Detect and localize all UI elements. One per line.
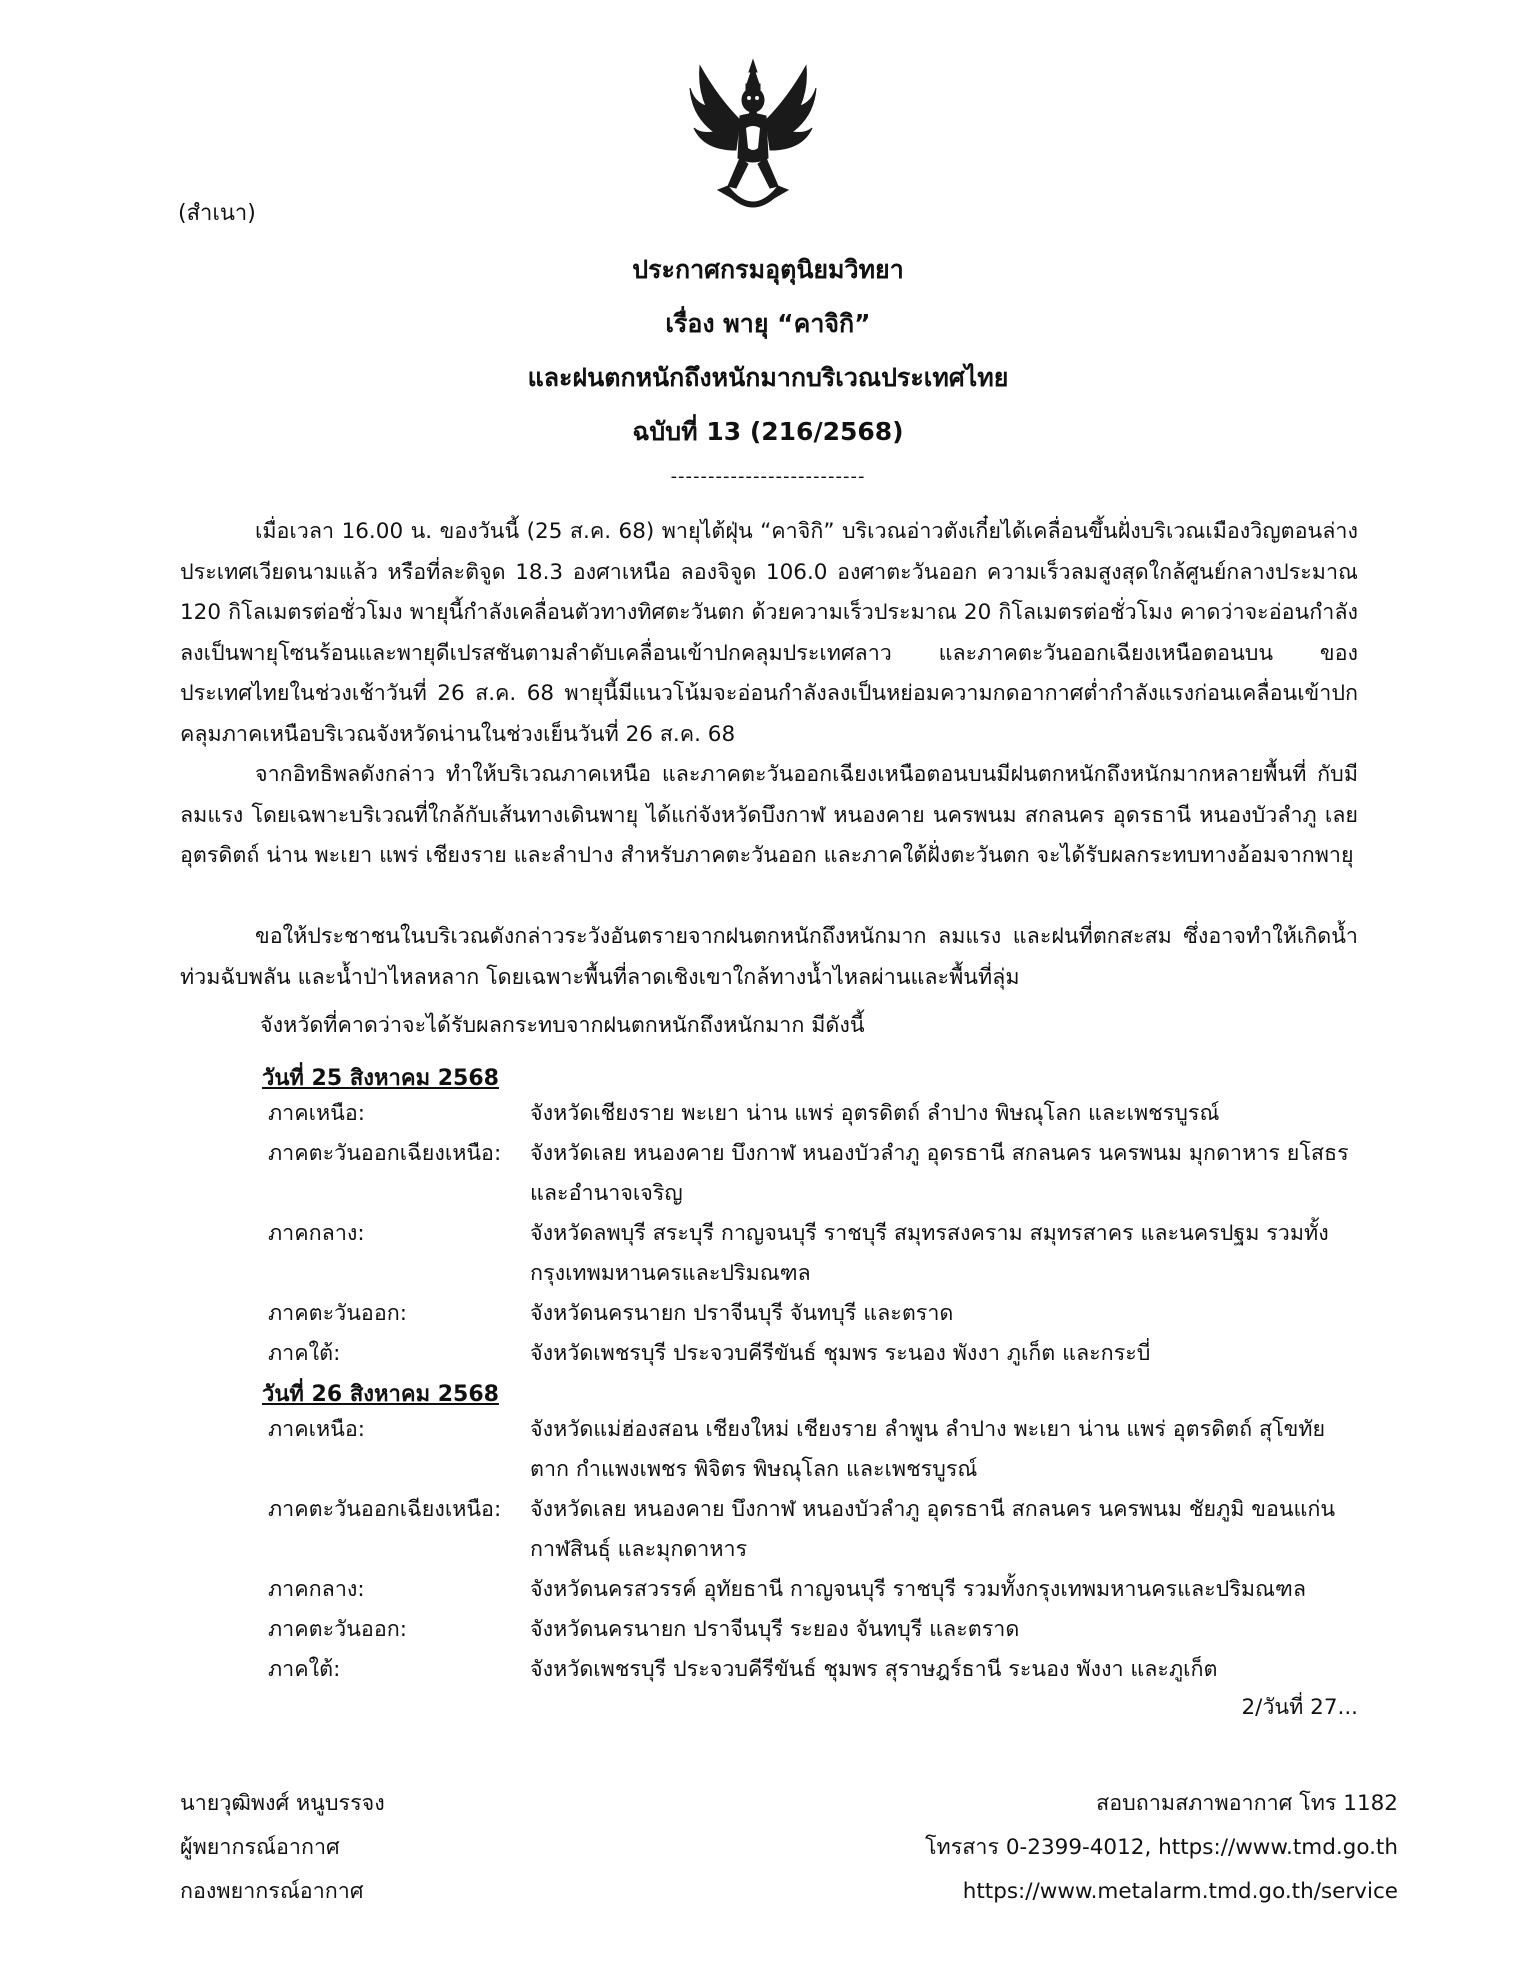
region-name: ภาคตะวันออก: (268, 1617, 407, 1642)
paragraph-impact: จากอิทธิพลดังกล่าว ทำให้บริเวณภาคเหนือ และภาคตะวันออกเฉียงเหนือตอนบนมีฝนตกหนักถึงหนักมากหลายพื้นที่ กับมีลมแรง โดยเฉพาะบริเวณที่ใกล้กับเส้นทางเดินพายุ ได้แก่จังหวัดบึงกาฬ หนองคาย นครพนม สกลนคร อุดรธานี หนองบัวลำภู เลย อุตรดิตถ์ น่าน พะเยา แพร่ เชียงราย และลำปาง สำหรับภาคตะวันออก และภาคใต้ฝั่งตะวันตก จะได้รับผลกระทบทางอ้อมจากพายุ (180, 762, 1358, 868)
region-provinces: จังหวัดเลย หนองคาย บึงกาฬ หนองบัวลำภู อุดรธานี สกลนคร นครพนม มุกดาหาร ยโสธร และอำนาจเจริญ (530, 1141, 1349, 1206)
region-provinces: จังหวัดนครนายก ปราจีนบุรี จันทบุรี และตราด (530, 1301, 954, 1326)
signer-name: นายวุฒิพงศ์ หนูบรรจง (180, 1791, 385, 1816)
region-provinces: จังหวัดลพบุรี สระบุรี กาญจนบุรี ราชบุรี สมุทรสงคราม สมุทรสาคร และนครปฐม รวมทั้งกรุงเทพมหานครและปริมณฑล (530, 1221, 1329, 1286)
region-name: ภาคใต้: (268, 1657, 341, 1682)
region-name: ภาคตะวันออกเฉียงเหนือ: (268, 1141, 502, 1166)
region-provinces: จังหวัดแม่ฮ่องสอน เชียงใหม่ เชียงราย ลำพูน ลำปาง พะเยา น่าน แพร่ อุตรดิตถ์ สุโขทัย ตาก กำแพงเพชร พิจิตร พิษณุโลก และเพชรบูรณ์ (530, 1417, 1326, 1482)
signer-title: ผู้พยากรณ์อากาศ (180, 1835, 340, 1860)
signer-division: กองพยากรณ์อากาศ (180, 1879, 364, 1904)
announcement-subject: เรื่อง พายุ “คาจิกิ” (665, 309, 871, 338)
region-name: ภาคตะวันออก: (268, 1301, 407, 1326)
region-provinces: จังหวัดนครนายก ปราจีนบุรี ระยอง จันทบุรี และตราด (530, 1617, 1020, 1642)
region-provinces: จังหวัดเพชรบุรี ประจวบคีรีขันธ์ ชุมพร สุราษฎร์ธานี ระนอง พังงา และภูเก็ต (530, 1657, 1218, 1682)
contact-fax-website: โทรสาร 0-2399-4012, https://www.tmd.go.th (925, 1835, 1398, 1860)
signer-block (180, 1782, 385, 1914)
region-name: ภาคใต้: (268, 1341, 341, 1366)
region-provinces: จังหวัดเพชรบุรี ประจวบคีรีขันธ์ ชุมพร ระนอง พังงา ภูเก็ต และกระบี่ (530, 1341, 1151, 1366)
paragraph-warning: ขอให้ประชาชนในบริเวณดังกล่าวระวังอันตรายจากฝนตกหนักถึงหนักมาก ลมแรง และฝนที่ตกสะสม ซึ่งอาจทำให้เกิดน้ำท่วมฉับพลัน และน้ำป่าไหลหลาก โดยเฉพาะพื้นที่ลาดเชิงเขาใกล้ทางน้ำไหลผ่านและพื้นที่ลุ่ม (180, 924, 1358, 990)
region-provinces: จังหวัดนครสวรรค์ อุทัยธานี กาญจนบุรี ราชบุรี รวมทั้งกรุงเทพมหานครและปริมณฑล (530, 1577, 1307, 1602)
announcement-issue-number: ฉบับที่ 13 (216/2568) (632, 417, 904, 446)
garuda-emblem-icon (688, 58, 818, 218)
region-name: ภาคกลาง: (268, 1577, 365, 1602)
announcement-subject-detail: และฝนตกหนักถึงหนักมากบริเวณประเทศไทย (527, 363, 1009, 392)
region-name: ภาคตะวันออกเฉียงเหนือ: (268, 1497, 502, 1522)
region-provinces: จังหวัดเชียงราย พะเยา น่าน แพร่ อุตรดิตถ์ ลำปาง พิษณุโลก และเพชรบูรณ์ (530, 1101, 1220, 1126)
announcement-title: ประกาศกรมอุตุนิยมวิทยา (632, 255, 904, 284)
copy-mark: (สำเนา) (178, 201, 256, 226)
next-page-marker: 2/วันที่ 27... (1241, 1695, 1358, 1720)
title-separator: -------------------------- (670, 466, 866, 487)
date-heading-day1: วันที่ 25 สิงหาคม 2568 (262, 1066, 499, 1091)
region-name: ภาคเหนือ: (268, 1101, 366, 1126)
paragraph-storm-status: เมื่อเวลา 16.00 น. ของวันนี้ (25 ส.ค. 68) พายุไต้ฝุ่น “คาจิกิ” บริเวณอ่าวตังเกี๋ยได้เคลื่อนขึ้นฝั่งบริเวณเมืองวิญตอนล่าง ประเทศเวียดนามแล้ว หรือที่ละติจูด 18.3 องศาเหนือ ลองจิจูด 106.0 องศาตะวันออก ความเร็วลมสูงสุดใกล้ศูนย์กลางประมาณ 120 กิโลเมตรต่อชั่วโมง พายุนี้กำลังเคลื่อนตัวทางทิศตะวันตก ด้วยความเร็วประมาณ 20 กิโลเมตรต่อชั่วโมง คาดว่าจะอ่อนกำลังลงเป็นพายุโซนร้อนและพายุดีเปรสชันตามลำดับเคลื่อนเข้าปกคลุมประเทศลาว และภาคตะวันออกเฉียงเหนือตอนบน ของประเทศไทยในช่วงเช้าวันที่ 26 ส.ค. 68 พายุนี้มีแนวโน้มจะอ่อนกำลังลงเป็นหย่อมความกดอากาศต่ำกำลังแรงก่อนเคลื่อนเข้าปกคลุมภาคเหนือบริเวณจังหวัดน่านในช่วงเย็นวันที่ 26 ส.ค. 68 (180, 519, 1358, 747)
contact-service-url: https://www.metalarm.tmd.go.th/service (962, 1879, 1398, 1904)
date-heading-day2: วันที่ 26 สิงหาคม 2568 (262, 1382, 499, 1407)
region-provinces: จังหวัดเลย หนองคาย บึงกาฬ หนองบัวลำภู อุดรธานี สกลนคร นครพนม ชัยภูมิ ขอนแก่น กาฬสินธุ์ และมุกดาหาร (530, 1497, 1336, 1562)
contact-block (925, 1782, 1398, 1914)
region-name: ภาคกลาง: (268, 1221, 365, 1246)
affected-provinces-lead: จังหวัดที่คาดว่าจะได้รับผลกระทบจากฝนตกหนักถึงหนักมาก มีดังนี้ (260, 1013, 865, 1038)
region-name: ภาคเหนือ: (268, 1417, 366, 1442)
contact-phone: สอบถามสภาพอากาศ โทร 1182 (1096, 1791, 1398, 1816)
